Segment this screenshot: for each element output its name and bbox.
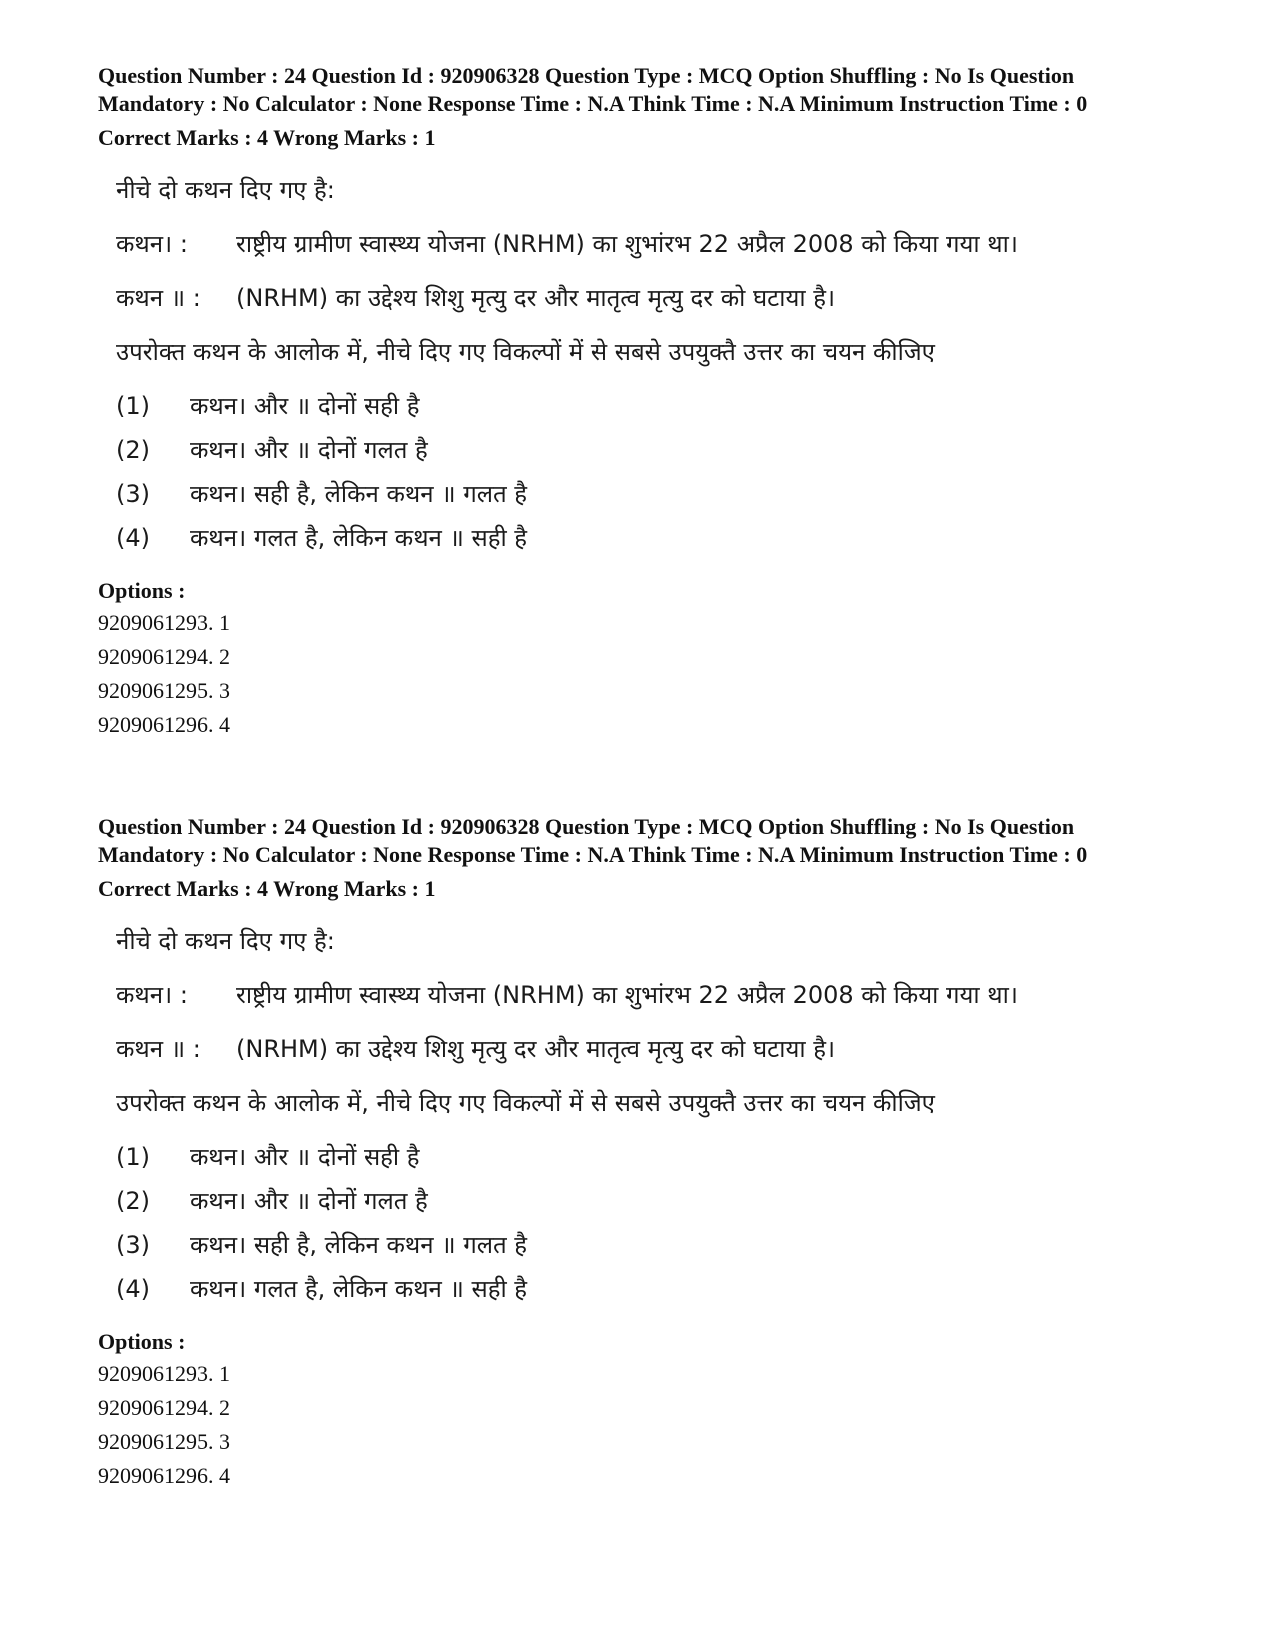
choice-text: कथन। सही है, लेकिन कथन ॥ गलत है (190, 480, 528, 508)
option-item: 9209061294. 2 (98, 644, 230, 669)
choice-4 (116, 1269, 1198, 1313)
options-heading: Options : (98, 578, 186, 603)
choice-number: (2) (116, 436, 150, 464)
question-body (116, 921, 1198, 1313)
statement-text: (NRHM) का उद्देश्य शिशु मृत्यु दर और मातृत्व मृत्यु दर को घटाया है। (236, 1035, 836, 1063)
question-intro: नीचे दो कथन दिए गए है: (116, 927, 335, 955)
statement-2 (116, 278, 1198, 332)
choice-text: कथन। और ॥ दोनों सही है (190, 1143, 420, 1171)
option-item: 9209061296. 4 (98, 712, 230, 737)
option-item: 9209061296. 4 (98, 1463, 230, 1488)
statement-label: कथन ॥ : (116, 1035, 201, 1063)
question-block-1 (98, 62, 1198, 742)
choice-2 (116, 430, 1198, 474)
question-intro: नीचे दो कथन दिए गए है: (116, 176, 335, 204)
marks-line: Correct Marks : 4 Wrong Marks : 1 (98, 125, 436, 150)
choice-text: कथन। गलत है, लेकिन कथन ॥ सही है (190, 1275, 528, 1303)
statement-1 (116, 224, 1198, 278)
choice-text: कथन। सही है, लेकिन कथन ॥ गलत है (190, 1231, 528, 1259)
question-instruction: उपरोक्त कथन के आलोक में, नीचे दिए गए विकल्पों में से सबसे उपयुक्तै उत्तर का चयन कीजिए (116, 338, 935, 366)
choice-text: कथन। और ॥ दोनों गलत है (190, 1187, 428, 1215)
option-item: 9209061295. 3 (98, 1429, 230, 1454)
choice-2 (116, 1181, 1198, 1225)
choice-text: कथन। और ॥ दोनों सही है (190, 392, 420, 420)
choice-number: (1) (116, 1143, 150, 1171)
statement-text: राष्ट्रीय ग्रामीण स्वास्थ्य योजना (NRHM) का शुभांरभ 22 अप्रैल 2008 को किया गया था। (236, 981, 1018, 1009)
choice-text: कथन। और ॥ दोनों गलत है (190, 436, 428, 464)
options-heading: Options : (98, 1329, 186, 1354)
statement-label: कथन। : (116, 981, 188, 1009)
choice-4 (116, 518, 1198, 562)
choice-number: (4) (116, 524, 150, 552)
option-item: 9209061293. 1 (98, 610, 230, 635)
choice-number: (1) (116, 392, 150, 420)
statement-text: राष्ट्रीय ग्रामीण स्वास्थ्य योजना (NRHM) का शुभांरभ 22 अप्रैल 2008 को किया गया था। (236, 230, 1018, 258)
choice-3 (116, 474, 1198, 518)
question-metadata: Question Number : 24 Question Id : 920906328 Question Type : MCQ Option Shuffling : No Is Question Mandatory : No Calculator : None Response Time : N.A Think Time : N.A Minimum Instruction Time : 0 (98, 63, 1088, 116)
statement-text: (NRHM) का उद्देश्य शिशु मृत्यु दर और मातृत्व मृत्यु दर को घटाया है। (236, 284, 836, 312)
choice-text: कथन। गलत है, लेकिन कथन ॥ सही है (190, 524, 528, 552)
choice-3 (116, 1225, 1198, 1269)
option-item: 9209061295. 3 (98, 678, 230, 703)
choice-number: (4) (116, 1275, 150, 1303)
question-block-2 (98, 813, 1198, 1493)
statement-label: कथन ॥ : (116, 284, 201, 312)
question-instruction: उपरोक्त कथन के आलोक में, नीचे दिए गए विकल्पों में से सबसे उपयुक्तै उत्तर का चयन कीजिए (116, 1089, 935, 1117)
statement-1 (116, 975, 1198, 1029)
choice-number: (3) (116, 1231, 150, 1259)
option-item: 9209061294. 2 (98, 1395, 230, 1420)
question-body (116, 170, 1198, 562)
option-item: 9209061293. 1 (98, 1361, 230, 1386)
choice-number: (3) (116, 480, 150, 508)
marks-line: Correct Marks : 4 Wrong Marks : 1 (98, 876, 436, 901)
statement-label: कथन। : (116, 230, 188, 258)
statement-2 (116, 1029, 1198, 1083)
question-metadata: Question Number : 24 Question Id : 920906328 Question Type : MCQ Option Shuffling : No Is Question Mandatory : No Calculator : None Response Time : N.A Think Time : N.A Minimum Instruction Time : 0 (98, 814, 1088, 867)
choice-1 (116, 386, 1198, 430)
choice-number: (2) (116, 1187, 150, 1215)
choice-1 (116, 1137, 1198, 1181)
